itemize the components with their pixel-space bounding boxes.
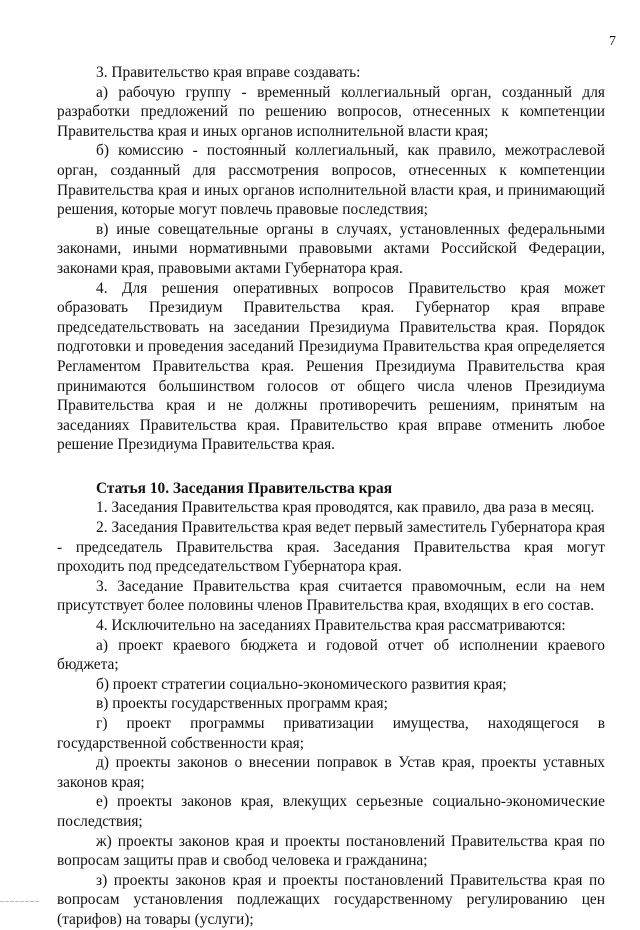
article-10-item-d: г) проект программы приватизации имущества, находящегося в государственной собственности края; <box>57 715 605 752</box>
paragraph-3-item-b: б) комиссию - постоянный коллегиальный, как правило, межотраслевой орган, созданный для рассмотрения вопросов, отнесенных к компетенции Правительства края и иных органов исполнительной власти края, и принимающий решения, которые могут повлечь правовые последствия; <box>57 142 605 219</box>
article-10-paragraph-4-intro: 4. Исключительно на заседаниях Правительства края рассматриваются: <box>96 617 566 635</box>
article-10-item-b: б) проект стратегии социально-экономического развития края; <box>96 675 507 693</box>
article-10-item-f: е) проекты законов края, влекущих серьезные социально-экономические последствия; <box>57 793 605 830</box>
article-10-item-e: д) проекты законов о внесении поправок в Устав края, проекты уставных законов края; <box>57 754 605 791</box>
article-10-paragraph-1: 1. Заседания Правительства края проводятся, как правило, два раза в месяц. <box>96 499 595 517</box>
article-10-item-a: а) проект краевого бюджета и годовой отчет об исполнении краевого бюджета; <box>57 636 605 674</box>
footer-scan-mark: ________ <box>0 894 40 903</box>
document-body <box>57 63 605 930</box>
paragraph-3-item-a: а) рабочую группу - временный коллегиальный орган, созданный для разработки предложений по решению вопросов, отнесенных к компетенции Правительства края и иных органов исполнительной власти края; <box>57 83 605 140</box>
article-10-paragraph-2: 2. Заседания Правительства края ведет первый заместитель Губернатора края - председатель Правительства края. Заседания Правительства края могут проходить под председательством Губернатора края. <box>57 519 605 576</box>
article-10-heading: Статья 10. Заседания Правительства края <box>96 479 393 497</box>
page-number: 7 <box>609 34 616 49</box>
article-10-paragraph-3: 3. Заседание Правительства края считается правомочным, если на нем присутствует более половины членов Правительства края, входящих в его состав. <box>57 577 605 615</box>
article-10-item-g: ж) проекты законов края и проекты постановлений Правительства края по вопросам защиты прав и свобод человека и гражданина; <box>57 832 605 870</box>
paragraph-3-intro: 3. Правительство края вправе создавать: <box>96 64 361 81</box>
article-10-item-h: з) проекты законов края и проекты постановлений Правительства края по вопросам установления подлежащих государственному регулированию цен (тарифов) на товары (услуги); <box>57 871 605 928</box>
paragraph-3-item-c: в) иные совещательные органы в случаях, установленных федеральными законами, иными нормативными правовыми актами Российской Федерации, законами края, правовыми актами Губернатора края. <box>57 220 605 277</box>
paragraph-4: 4. Для решения оперативных вопросов Правительство края может образовать Президиум Правительства края. Губернатор края вправе председательствовать на заседании Президиума Правительства края. Порядок подготовки и проведения заседаний Президиума Правительства края определяется Регламентом Правительства края. Решения Президиума Правительства края принимаются большинством голосов от общего числа членов Президиума Правительства края и не должны противоречить решениям, принятым на заседаниях Правительства края. Правительство края вправе отменить любое решение Президиума Правительства края. <box>57 279 605 454</box>
article-10-item-c: в) проекты государственных программ края; <box>96 695 388 713</box>
